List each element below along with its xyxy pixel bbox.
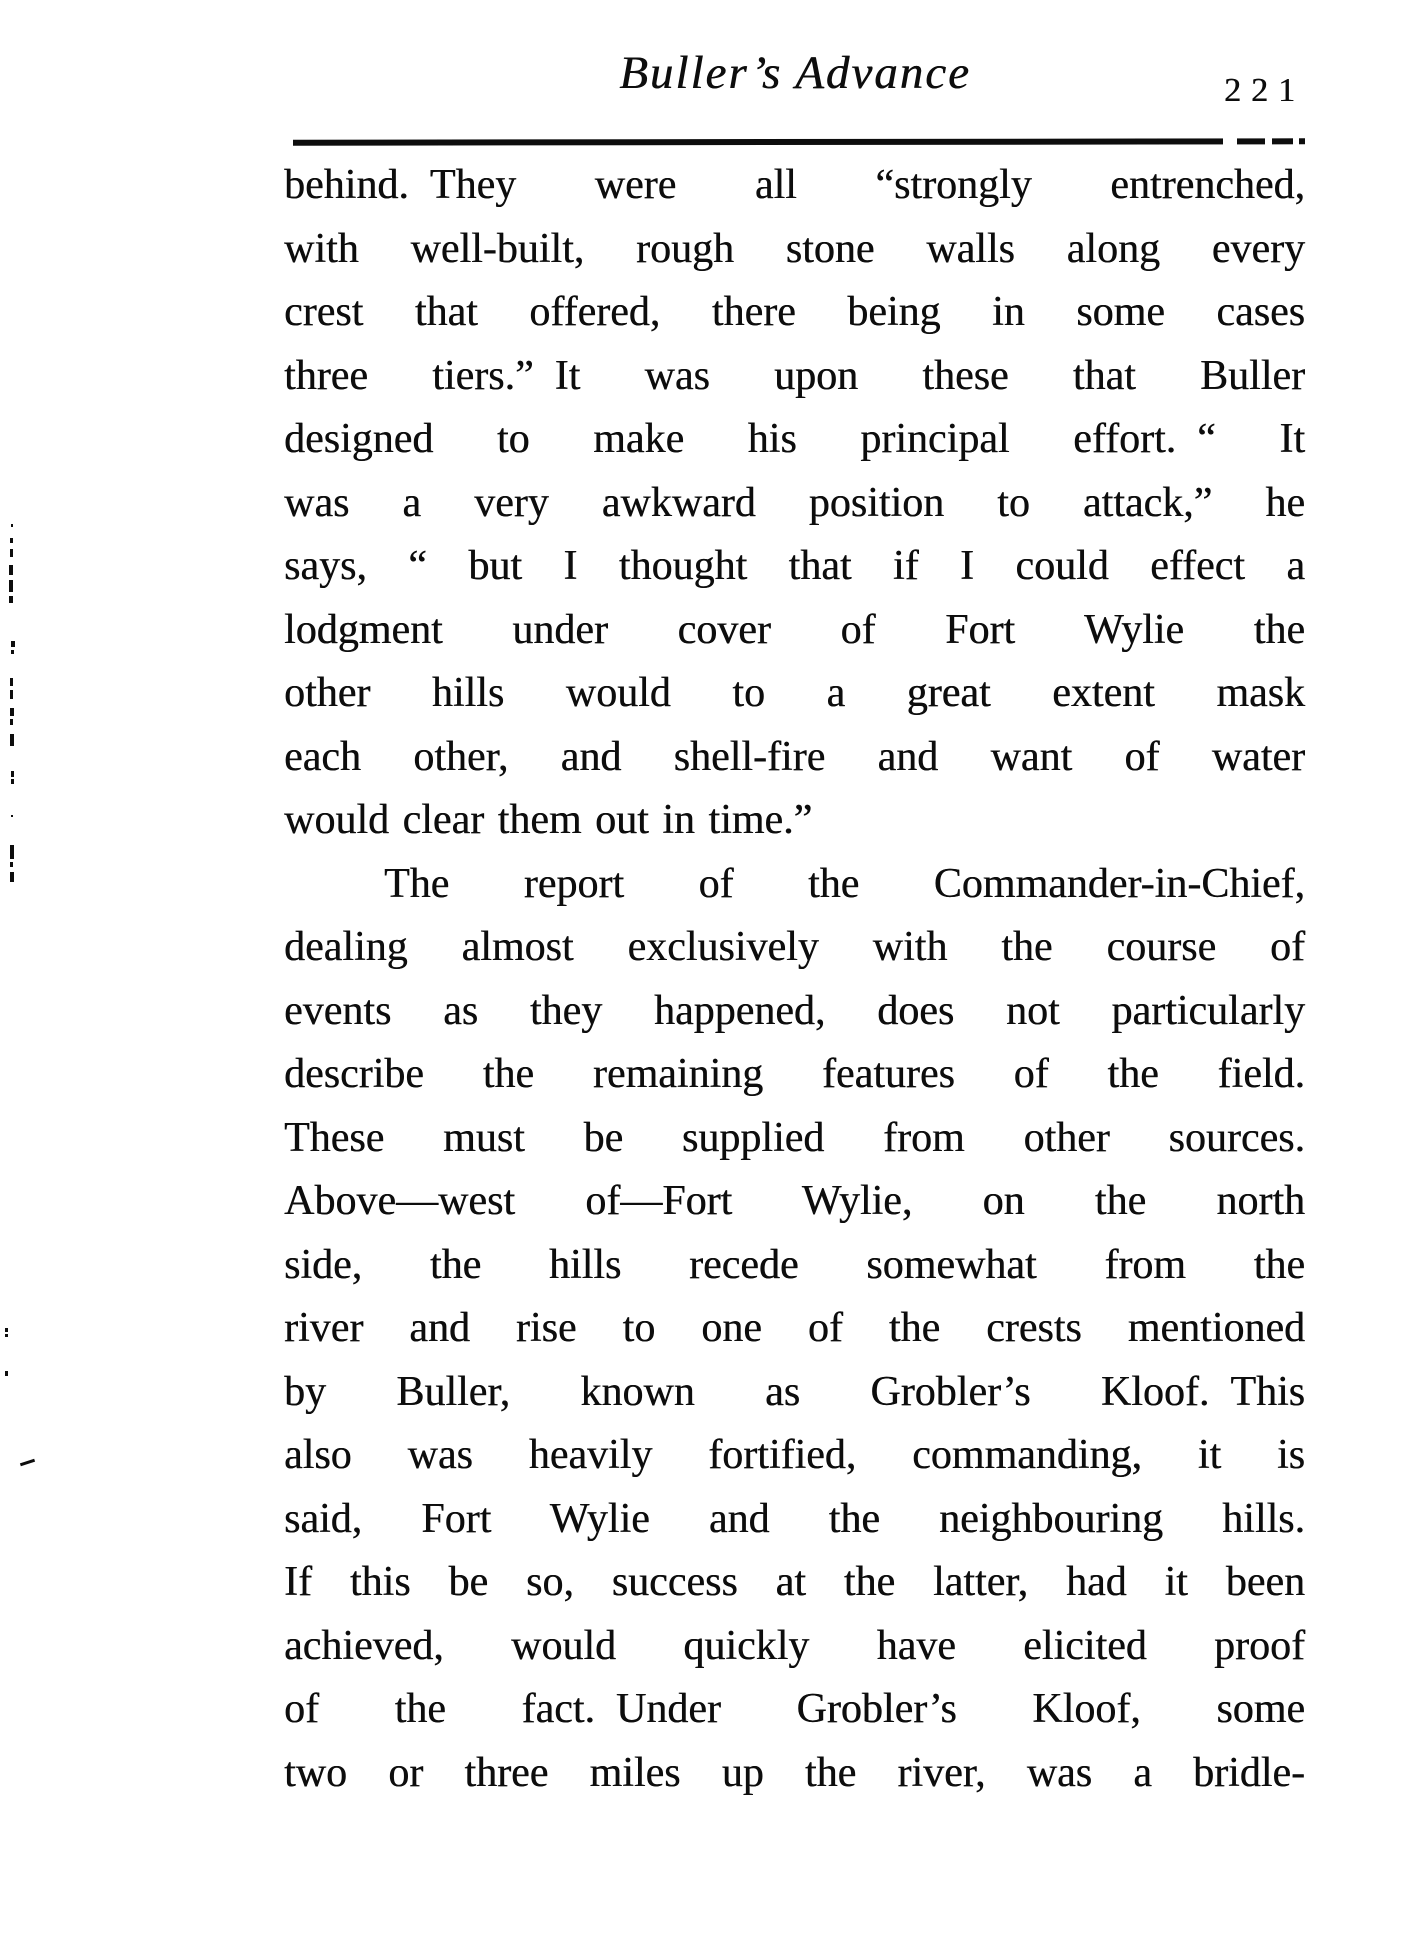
text-line: would clear them out in time.” xyxy=(284,797,813,843)
ink-speck xyxy=(10,734,14,746)
text-line: three tiers.” It was upon these that Buller xyxy=(284,352,1305,399)
text-line: crest that offered, there being in some cases xyxy=(284,289,1305,335)
ink-speck xyxy=(10,690,13,699)
ink-speck xyxy=(10,708,14,716)
ink-speck xyxy=(10,845,14,859)
text-line: dealing almost exclusively with the course of xyxy=(284,924,1305,970)
ink-speck xyxy=(11,815,13,817)
ink-speck xyxy=(5,1334,8,1337)
ink-speck xyxy=(11,779,14,784)
text-line: side, the hills recede somewhat from the xyxy=(284,1241,1305,1288)
text-line: achieved, would quickly have elicited proof xyxy=(284,1622,1305,1669)
ink-speck xyxy=(11,650,14,654)
ink-speck xyxy=(10,678,13,686)
text-line: two or three miles up the river, was a bridle- xyxy=(284,1749,1305,1796)
text-line: events as they happened, does not particularly xyxy=(284,987,1305,1034)
running-header-title: Buller’s Advance xyxy=(619,47,971,99)
text-line: also was heavily fortified, commanding, it is xyxy=(284,1432,1305,1478)
ink-speck xyxy=(10,719,13,725)
header-rule-divider xyxy=(293,138,1305,145)
ink-speck xyxy=(9,565,13,575)
ink-speck xyxy=(10,862,13,867)
text-line: The report of the Commander-in-Chief, xyxy=(384,860,1305,907)
text-line: said, Fort Wylie and the neighbouring hills. xyxy=(284,1495,1305,1542)
ink-speck xyxy=(10,538,13,543)
text-line: These must be supplied from other sources. xyxy=(284,1114,1305,1161)
ink-speck xyxy=(5,1371,8,1376)
text-line: with well-built, rough stone walls along every xyxy=(284,225,1305,272)
ink-speck xyxy=(11,641,15,647)
body-text-block xyxy=(284,154,1305,1805)
text-line: describe the remaining features of the field. xyxy=(284,1051,1305,1097)
ink-speck xyxy=(10,872,14,882)
text-line: Above—west of—Fort Wylie, on the north xyxy=(284,1178,1305,1224)
ink-speck xyxy=(9,596,13,603)
text-line: lodgment under cover of Fort Wylie the xyxy=(284,606,1305,653)
ink-speck xyxy=(9,580,13,592)
ink-speck xyxy=(11,771,14,777)
ink-speck xyxy=(10,549,13,557)
text-line: other hills would to a great extent mask xyxy=(284,670,1305,716)
text-line: designed to make his principal effort. “ It xyxy=(284,416,1305,462)
ink-speck xyxy=(5,1328,8,1332)
text-line: behind. They were all “strongly entrenched, xyxy=(284,162,1305,208)
page-number: 221 xyxy=(1224,72,1305,109)
text-line: of the fact. Under Grobler’s Kloof, some xyxy=(284,1686,1305,1732)
margin-tick xyxy=(20,1459,35,1466)
text-line: says, “ but I thought that if I could effect a xyxy=(284,543,1305,589)
text-line: river and rise to one of the crests mentioned xyxy=(284,1305,1305,1351)
text-line: by Buller, known as Grobler’s Kloof. This xyxy=(284,1368,1305,1415)
text-line: If this be so, success at the latter, had it been xyxy=(284,1559,1305,1605)
ink-speck xyxy=(11,524,13,527)
text-line: was a very awkward position to attack,” he xyxy=(284,479,1305,526)
text-line: each other, and shell-fire and want of water xyxy=(284,733,1305,780)
